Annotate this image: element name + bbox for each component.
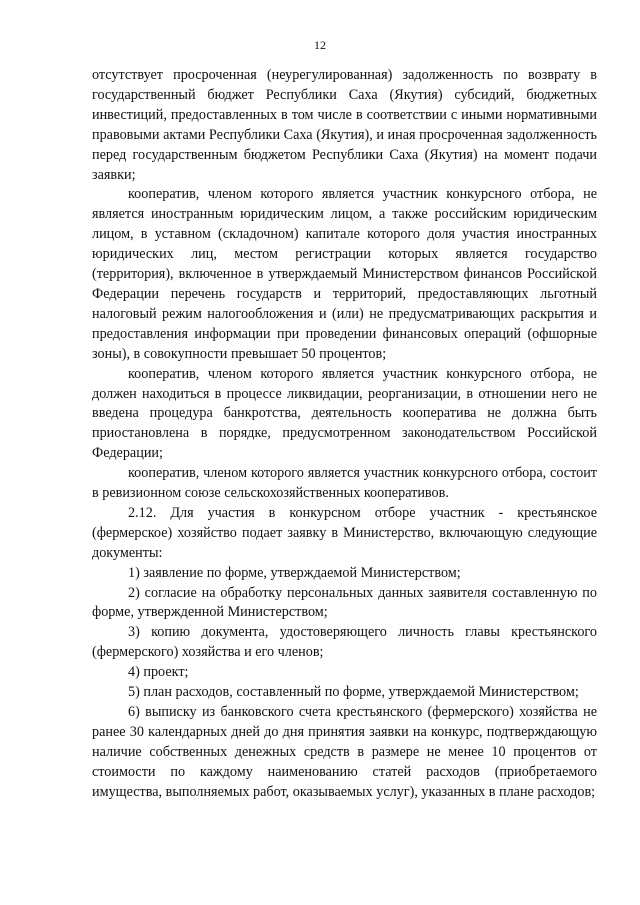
list-item-project: 4) проект; (128, 664, 189, 681)
page-number: 12 (314, 38, 326, 52)
list-item-identity-document: 3) копию документа, удостоверяющего личность главы крестьянского (фермерского) хозяйства и его членов; (92, 624, 597, 661)
list-item-personal-data-consent: 2) согласие на обработку персональных данных заявителя составленную по форме, утвержденной Министерством; (92, 584, 597, 621)
list-item-expense-plan: 5) план расходов, составленный по форме, утверждаемой Министерством; (128, 684, 579, 701)
paragraph-section-2-12: 2.12. Для участия в конкурсном отборе участник - крестьянское (фермерское) хозяйство подает заявку в Министерство, включающую следующие документы: (92, 504, 597, 561)
paragraph-foreign-entity-condition: кооператив, членом которого является участник конкурсного отбора, не является иностранным юридическим лицом, а также российским юридическим лицом, в уставном (складочном) капитале которого доля участия иностранных юридических лиц, местом регистрации которых является государство (территория), включенное в утверждаемый Министерством финансов Российской Федерации перечень государств и территорий, предоставляющих льготный налоговый режим налогообложения и (или) не предусматривающих раскрытия и предоставления информации при проведении финансовых операций (офшорные зоны), в совокупности превышает 50 процентов; (92, 186, 597, 362)
document-body (92, 66, 597, 803)
list-item-bank-statement: 6) выписку из банковского счета крестьянского (фермерского) хозяйства не ранее 30 календарных дней до дня принятия заявки на конкурс, подтверждающую наличие собственных денежных средств в размере не менее 10 процентов от стоимости по каждому наименованию статей расходов (приобретаемого имущества, выполняемых работ, оказываемых услуг), указанных в плане расходов; (92, 704, 597, 800)
paragraph-audit-union-condition: кооператив, членом которого является участник конкурсного отбора, состоит в ревизионном союзе сельскохозяйственных кооперативов. (92, 465, 597, 502)
paragraph-debt-condition: отсутствует просроченная (неурегулированная) задолженность по возврату в государственный бюджет Республики Саха (Якутия) субсидий, бюджетных инвестиций, предоставленных в том числе в соответствии с иными нормативными правовыми актами Республики Саха (Якутия), и иная просроченная задолженность перед государственным бюджетом Республики Саха (Якутия) на момент подачи заявки; (92, 67, 597, 183)
list-item-application: 1) заявление по форме, утверждаемой Министерством; (128, 564, 461, 581)
paragraph-liquidation-condition: кооператив, членом которого является участник конкурсного отбора, не должен находиться в процессе ликвидации, реорганизации, в отношении него не введена процедура банкротства, деятельность кооператива не должна быть приостановлена в порядке, предусмотренном законодательством Российской Федерации; (92, 365, 597, 462)
